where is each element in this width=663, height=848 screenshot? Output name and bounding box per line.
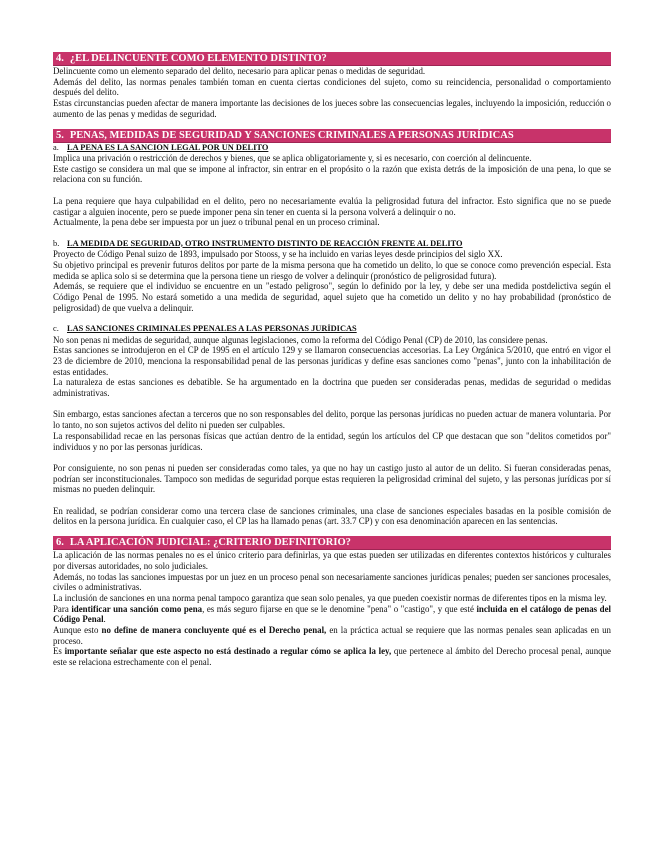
- paragraph: La naturaleza de estas sanciones es debatible. Se ha argumentado en la doctrina que pueden ser consideradas penas, medidas de seguridad o medidas administrativas.: [53, 377, 611, 399]
- text-run: Es: [53, 646, 65, 657]
- text-run: , es más seguro fijarse en que se le denomine "pena" o "castigo", y que esté: [202, 603, 477, 614]
- paragraph: Proyecto de Código Penal suizo de 1893, impulsado por Stooss, y se ha incluido en varias leyes desde principios del siglo XX.: [53, 249, 503, 260]
- paragraph: En realidad, se podrían considerar como una tercera clase de sanciones criminales, una clase de sanciones especiales basadas en la posible comisión de delitos en la persona jurídica. En cualquier caso, el CP las ha llamado penas (art. 33.7 CP) y con esa denominación aparecen en las sentencias.: [53, 505, 611, 527]
- bold-text: identificar una sanción como pena: [71, 603, 203, 614]
- paragraph: La responsabilidad recae en las personas físicas que actúan dentro de la entidad, según los artículos del CP que destacan que son "delitos cometidos por" individuos y no por las personas jurídicas.: [53, 430, 611, 452]
- subsection-letter: a.: [53, 142, 59, 152]
- paragraph: Estas circunstancias pueden afectar de manera importante las decisiones de los jueces sobre las consecuencias legales, incluyendo la imposición, reducción o aumento de las penas y medidas de seguridad.: [53, 98, 611, 119]
- text-run: Aunque esto: [53, 625, 102, 636]
- text-run: .: [103, 614, 106, 625]
- subsection-title: LA MEDIDA DE SEGURIDAD, OTRO INSTRUMENTO DISTINTO DE REACCIÓN FRENTE AL DELITO: [67, 238, 463, 248]
- paragraph: Además del delito, las normas penales también toman en cuenta ciertas condiciones del sujeto, como su reincidencia, personalidad o comportamiento después del delito.: [53, 76, 611, 98]
- paragraph: Estas sanciones se introdujeron en el CP de 1995 en el artículo 129 y se llamaron consecuencias accesorias. La Ley Orgánica 5/2010, que entró en vigor el 23 de diciembre de 2010, menciona la responsabilidad penal de las personas jurídicas y define esas sanciones como "penas", junto con la inhabilitación de estas entidades.: [53, 345, 611, 377]
- bold-text: importante señalar que este aspecto no está destinado a regular cómo se aplica la ley,: [64, 646, 392, 657]
- section-4-heading: [53, 52, 611, 66]
- text-run: en la práctica actual se requiere que las normas penales sean aplicadas en un proceso.: [53, 625, 611, 646]
- paragraph: Sin embargo, estas sanciones afectan a terceros que no son responsables del delito, porque las personas jurídicas no pueden actuar de manera voluntaria. Por lo tanto, no son sujetos activos del delito ni pueden ser culpables.: [53, 409, 611, 431]
- paragraph: No son penas ni medidas de seguridad, aunque algunas legislaciones, como la reforma del Código Penal (CP) de 2010, las considere penas.: [53, 334, 548, 345]
- subsection-b-heading: [53, 239, 611, 250]
- paragraph: Además, no todas las sanciones impuestas por un juez en un proceso penal son necesariamente sanciones jurídicas penales; pueden ser sanciones procesales, civiles o administrativas.: [53, 571, 611, 593]
- paragraph: La pena requiere que haya culpabilidad en el delito, pero no necesariamente evalúa la peligrosidad futura del infractor. Esto significa que no se puede castigar a alguien inocente, pero se puede imponer pena sin tener en cuenta si la persona volverá a delinquir o no.: [53, 195, 611, 217]
- paragraph: Delincuente como un elemento separado del delito, necesario para aplicar penas o medidas de seguridad.: [53, 66, 426, 76]
- text-run: que pertenece al ámbito del Derecho procesal penal, aunque este se relaciona estrechamente con el penal.: [53, 646, 611, 668]
- section-title: PENAS, MEDIDAS DE SEGURIDAD Y SANCIONES CRIMINALES A PERSONAS JURÍDICAS: [69, 129, 514, 141]
- section-number: 6.: [56, 537, 64, 549]
- bold-text: no define de manera concluyente qué es el Derecho penal,: [101, 625, 327, 636]
- section-5-heading: [53, 129, 611, 143]
- subsection-title: LA PENA ES LA SANCION LEGAL POR UN DELITO: [67, 142, 269, 152]
- paragraph: Además, se requiere que el individuo se encuentre en un "estado peligroso", según lo definido por la ley, y debe ser una medida postdelictiva según el Código Penal de 1995. No estará sometido a una medida de seguridad, aquel sujeto que ha cometido un delito y no hay probabilidad (pronóstico de peligrosidad) de que vuelva a delinquir.: [53, 281, 611, 313]
- subsection-letter: b.: [53, 238, 60, 248]
- subsection-letter: c.: [53, 324, 59, 334]
- paragraph: [53, 646, 611, 667]
- paragraph: La aplicación de las normas penales no es el único criterio para definirlas, ya que estas pueden ser utilizadas en diferentes contextos históricos y culturales por diversas autoridades, no solo judiciales.: [53, 550, 611, 571]
- section-number: 5.: [56, 129, 64, 141]
- section-title: LA APLICACIÓN JUDICIAL: ¿CRITERIO DEFINITORIO?: [69, 537, 351, 549]
- subsection-c-heading: [53, 324, 611, 335]
- subsection-title: LAS SANCIONES CRIMINALES PPENALES A LAS PERSONAS JURÍDICAS: [67, 324, 357, 334]
- text-run: Para: [53, 603, 72, 614]
- document-page: [53, 52, 611, 668]
- section-6-heading: [53, 536, 611, 550]
- paragraph: La inclusión de sanciones en una norma penal tampoco garantiza que sean solo penales, ya que pueden coexistir normas de diferentes tipos en la misma ley.: [53, 592, 607, 603]
- paragraph: Su objetivo principal es prevenir futuros delitos por parte de la misma persona que ha cometido un delito, lo que se conoce como prevención especial. Esta medida se aplica solo si se determina que la persona tiene un riesgo de volver a delinquir (pronóstico de peligrosidad futura).: [53, 259, 611, 281]
- paragraph: [53, 625, 611, 646]
- paragraph: Por consiguiente, no son penas ni pueden ser consideradas como tales, ya que no hay un castigo justo al autor de un delito. Si fueran consideradas penas, podrían ser inconstitucionales. Tampoco son medidas de seguridad porque estas requieren la peligrosidad criminal del sujeto, y las personas jurídicas por sí mismas no pueden delinquir.: [53, 462, 611, 495]
- subsection-a-heading: [53, 143, 611, 154]
- bold-text: incluida en el catálogo de penas del Código Penal: [53, 603, 611, 625]
- paragraph: Actualmente, la pena debe ser impuesta por un juez o tribunal penal en un proceso criminal.: [53, 217, 380, 228]
- section-title: ¿EL DELINCUENTE COMO ELEMENTO DISTINTO?: [69, 53, 327, 64]
- paragraph: Implica una privación o restricción de derechos y bienes, que se aplica obligatoriamente y, si es necesario, con coerción al delincuente.: [53, 153, 532, 164]
- section-number: 4.: [56, 53, 64, 64]
- paragraph: [53, 604, 611, 625]
- paragraph: Este castigo se considera un mal que se impone al infractor, sin entrar en el propósito o la razón que exista detrás de la imposición de una pena, lo que se relaciona con su función.: [53, 163, 611, 185]
